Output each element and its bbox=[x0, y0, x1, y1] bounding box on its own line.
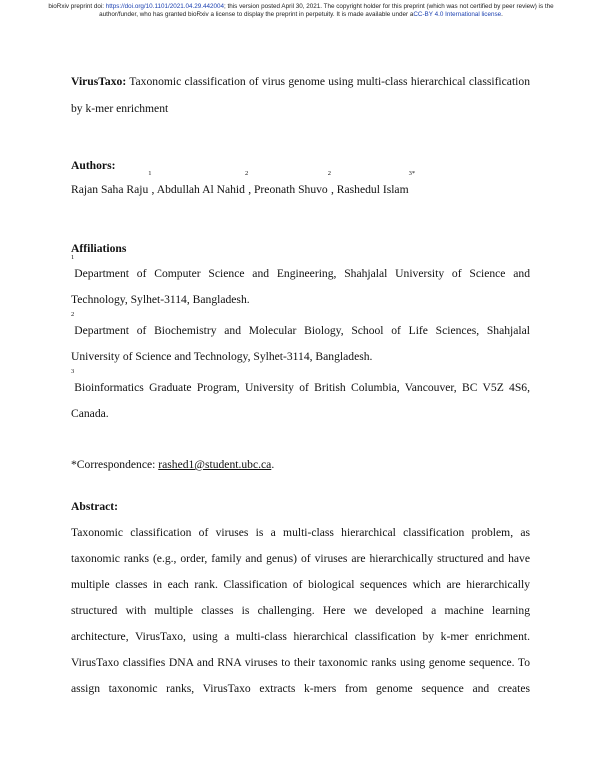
title-bold: VirusTaxo: bbox=[71, 75, 127, 88]
affiliation-item bbox=[71, 311, 530, 370]
banner-middle: ; this version posted April 30, 2021. The copyright holder for this preprint (which was not certified by peer review) is the author/funder, who has granted bioRxiv a license to display the preprint in perpetuity. It is made available under a bbox=[99, 3, 554, 18]
affiliation-sup: 2 bbox=[71, 311, 75, 318]
author-name: Rajan Saha Raju bbox=[71, 183, 149, 196]
author-name: Abdullah Al Nahid bbox=[156, 183, 245, 196]
author-sup: 1 bbox=[148, 170, 152, 177]
authors-line bbox=[71, 170, 530, 203]
correspondence-email-link[interactable]: rashed1@student.ubc.ca bbox=[158, 458, 272, 471]
preprint-banner bbox=[40, 3, 562, 19]
author-sup: 2 bbox=[327, 170, 331, 177]
paper-title bbox=[71, 68, 530, 122]
correspondence-line bbox=[71, 452, 530, 478]
doi-link[interactable]: https://doi.org/10.1101/2021.04.29.442004 bbox=[105, 3, 225, 10]
affiliation-text: Department of Computer Science and Engineering, Shahjalal University of Science and Technology, Sylhet-3114, Bangladesh. bbox=[71, 267, 530, 306]
author-sep: , bbox=[248, 183, 254, 196]
paper-body bbox=[71, 68, 530, 702]
affiliation-text: Bioinformatics Graduate Program, University of British Columbia, Vancouver, BC V5Z 4S6, Canada. bbox=[71, 381, 530, 420]
abstract-heading: Abstract: bbox=[71, 500, 119, 513]
correspondence-label: *Correspondence: bbox=[71, 458, 159, 471]
affiliation-item bbox=[71, 254, 530, 313]
affiliation-sup: 3 bbox=[71, 368, 75, 375]
title-rest: Taxonomic classification of virus genome using multi-class hierarchical classification by k-mer enrichment bbox=[71, 75, 530, 115]
author-sep: , bbox=[151, 183, 157, 196]
affiliation-sup: 1 bbox=[71, 254, 75, 261]
banner-prefix: bioRxiv preprint doi: bbox=[48, 3, 106, 10]
author-name: Preonath Shuvo bbox=[253, 183, 328, 196]
abstract-text: Taxonomic classification of viruses is a multi-class hierarchical classification problem, as taxonomic ranks (e.g., order, family and genus) of viruses are hierarchically structured and have multiple classes in each rank. Classification of biological sequences which are hierarchically structured with multiple classes is challenging. Here we developed a machine learning architecture, VirusTaxo, using a multi-class hierarchical classification by k-mer enrichment. VirusTaxo classifies DNA and RNA viruses to their taxonomic ranks using genome sequence. To assign taxonomic ranks, VirusTaxo extracts k-mers from genome sequence and creates bbox=[71, 526, 530, 695]
banner-suffix: . bbox=[501, 11, 503, 18]
correspondence-end: . bbox=[271, 458, 275, 471]
authors-heading: Authors: bbox=[71, 159, 116, 172]
license-link[interactable]: CC-BY 4.0 International license bbox=[413, 11, 502, 18]
affiliation-text: Department of Biochemistry and Molecular Biology, School of Life Sciences, Shahjalal University of Science and Technology, Sylhet-3114, Bangladesh. bbox=[71, 324, 530, 363]
author-sup: 3* bbox=[408, 170, 416, 177]
affiliation-item bbox=[71, 368, 530, 427]
author-name: Rashedul Islam bbox=[336, 183, 409, 196]
author-sep: , bbox=[330, 183, 337, 196]
author-sup: 2 bbox=[244, 170, 249, 177]
affiliations-heading: Affiliations bbox=[71, 242, 127, 255]
